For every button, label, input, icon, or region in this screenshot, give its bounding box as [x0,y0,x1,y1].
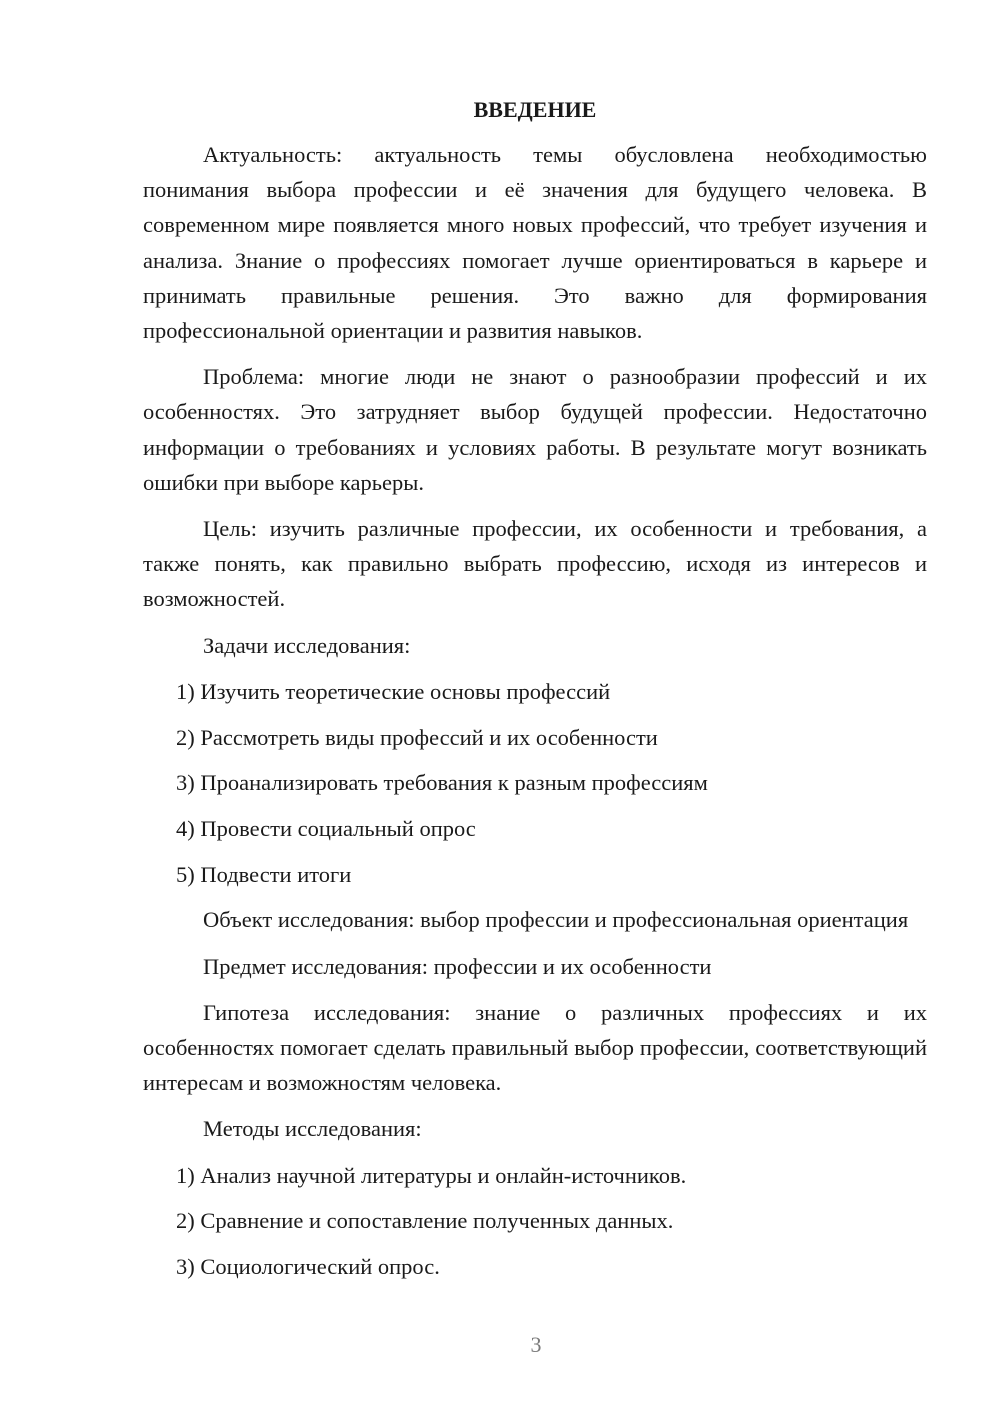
hypothesis-paragraph: Гипотеза исследования: знание о различных профессиях и их особенностях помогает сделать правильный выбор профессии, соответствующий интересам и возможностям человека. [143,999,927,1096]
document-page [143,95,927,1295]
problem-paragraph: Проблема: многие люди не знают о разнообразии профессий и их особенностях. Это затрудняет выбор будущей профессии. Недостаточно информации о требованиях и условиях работы. В результате могут возникать ошибки при выборе карьеры. [143,364,927,495]
subject-paragraph: Предмет исследования: профессии и их особенности [203,953,712,979]
goal-paragraph: Цель: изучить различные профессии, их особенности и требования, а также понять, как правильно выбрать профессию, исходя из интересов и возможностей. [143,516,927,612]
object-paragraph: Объект исследования: выбор профессии и профессиональная ориентация [203,907,909,933]
task-item: 5) Подвести итоги [176,861,352,887]
relevance-paragraph: Актуальность: актуальность темы обусловлена необходимостью понимания выбора профессии и её значения для будущего человека. В современном мире появляется много новых профессий, что требует изучения и анализа. Знание о профессиях помогает лучше ориентироваться в карьере и принимать правильные решения. Это важно для формирования профессиональной ориентации и развития навыков. [143,142,927,344]
task-item: 1) Изучить теоретические основы профессий [176,678,611,704]
page-number: 3 [530,1332,542,1357]
page-title: ВВЕДЕНИЕ [473,97,597,122]
task-item: 2) Рассмотреть виды профессий и их особенности [176,724,658,750]
method-item: 1) Анализ научной литературы и онлайн-источников. [176,1162,687,1188]
task-item: 4) Провести социальный опрос [176,815,476,841]
task-item: 3) Проанализировать требования к разным профессиям [176,770,708,796]
methods-heading: Методы исследования: [203,1116,422,1142]
method-item: 2) Сравнение и сопоставление полученных данных. [176,1208,674,1234]
tasks-heading: Задачи исследования: [203,632,411,658]
method-item: 3) Социологический опрос. [176,1253,440,1279]
